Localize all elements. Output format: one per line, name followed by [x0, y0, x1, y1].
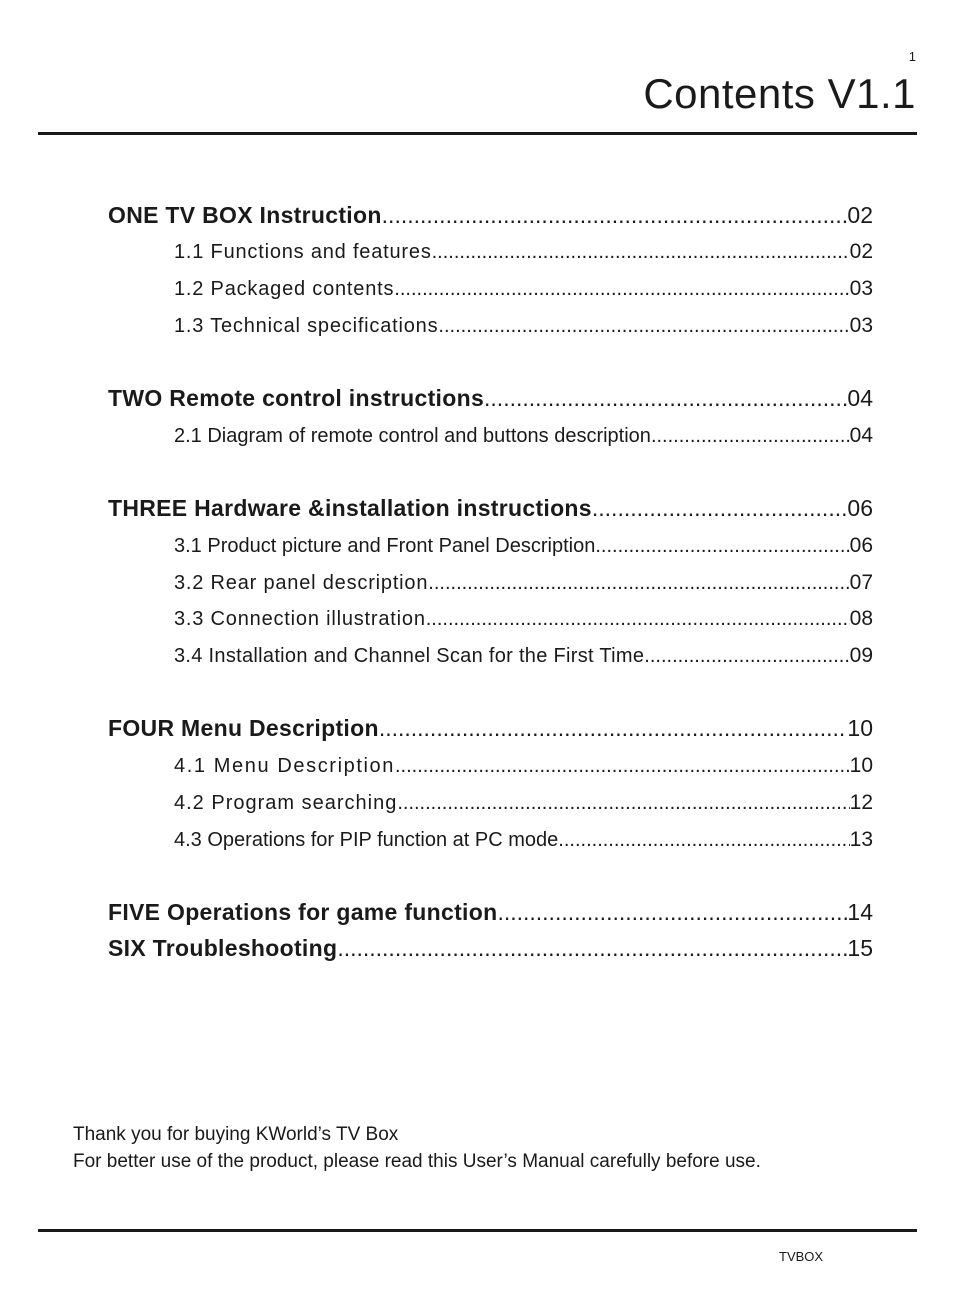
toc-entry-label: 4.3 Operations for PIP function at PC mode: [174, 829, 559, 851]
toc-entry-page: 10: [847, 715, 873, 741]
toc-entry-page: 06: [847, 495, 873, 521]
dot-leader: [651, 425, 850, 448]
toc-entry-page: 10: [849, 754, 873, 777]
dot-leader: [484, 385, 847, 412]
dot-leader: [426, 608, 850, 631]
toc-entry-page: 14: [847, 899, 873, 925]
dot-leader: [394, 278, 849, 301]
toc-entry-page: 03: [849, 277, 873, 300]
toc-entry-label: 1.2 Packaged contents: [174, 278, 395, 300]
toc-entry-page: 15: [847, 935, 873, 961]
toc-entry-label: 1.3 Technical specifications: [174, 315, 439, 337]
toc-entry-label: 4.1 Menu Description: [174, 755, 395, 777]
dot-leader: [497, 899, 847, 926]
toc-entry-label: 2.1 Diagram of remote control and buttons description: [174, 425, 651, 447]
toc-chapter-two[interactable]: [108, 385, 873, 412]
dot-leader: [337, 935, 847, 962]
footer-label: TVBOX: [779, 1249, 824, 1264]
page-number: 1: [908, 49, 916, 64]
toc-chapter-three[interactable]: [108, 495, 873, 522]
toc-section-4-3[interactable]: [174, 828, 873, 852]
toc-entry-page: 08: [849, 607, 873, 630]
dot-leader: [395, 755, 850, 778]
toc-entry-label: 3.4 Installation and Channel Scan for the First Time: [174, 645, 645, 667]
toc-entry-label: 1.1 Functions and features: [174, 241, 432, 263]
toc-entry-label: FIVE Operations for game function: [108, 899, 498, 925]
toc-chapter-six[interactable]: [108, 935, 873, 962]
toc-entry-page: 07: [849, 571, 873, 594]
toc-chapter-five[interactable]: [108, 899, 873, 926]
usage-note: For better use of the product, please read this User’s Manual carefully before use.: [73, 1151, 761, 1172]
toc-section-3-2[interactable]: [174, 571, 873, 595]
dot-leader: [382, 202, 848, 229]
toc-entry-page: 02: [847, 202, 873, 228]
thank-you-note: Thank you for buying KWorld’s TV Box: [73, 1124, 399, 1145]
toc-entry-page: 04: [849, 424, 873, 447]
toc-entry-label: 3.2 Rear panel description: [174, 572, 429, 594]
page-title: Contents V1.1: [643, 70, 916, 117]
toc-entry-page: 06: [849, 534, 873, 557]
toc-section-2-1[interactable]: [174, 424, 873, 448]
toc-section-1-2[interactable]: [174, 277, 873, 301]
toc-entry-page: 03: [849, 314, 873, 337]
toc-entry-label: 3.1 Product picture and Front Panel Description: [174, 535, 596, 557]
toc-chapter-four[interactable]: [108, 715, 873, 742]
toc-entry-page: 12: [849, 791, 873, 814]
toc-section-4-1[interactable]: [174, 754, 873, 778]
header-rule: [38, 132, 917, 135]
toc-entry-label: 4.2 Program searching: [174, 792, 398, 814]
toc-entry-label: ONE TV BOX Instruction: [108, 202, 382, 228]
dot-leader: [379, 715, 848, 742]
footer-rule: [38, 1229, 917, 1232]
toc-entry-label: FOUR Menu Description: [108, 715, 379, 741]
toc-entry-page: 02: [849, 240, 873, 263]
toc-entry-label: 3.3 Connection illustration: [174, 608, 426, 630]
dot-leader: [644, 645, 849, 668]
dot-leader: [592, 495, 848, 522]
toc-section-3-3[interactable]: [174, 607, 873, 631]
toc-chapter-one[interactable]: [108, 202, 873, 229]
toc-entry-label: SIX Troubleshooting: [108, 935, 338, 961]
toc-entry-page: 04: [847, 385, 873, 411]
toc-entry-page: 13: [849, 828, 873, 851]
toc-section-1-1[interactable]: [174, 240, 873, 264]
toc-entry-page: 09: [849, 644, 873, 667]
dot-leader: [595, 535, 849, 558]
toc-section-4-2[interactable]: [174, 791, 873, 815]
dot-leader: [428, 572, 849, 595]
toc-section-1-3[interactable]: [174, 314, 873, 338]
dot-leader: [558, 829, 849, 852]
dot-leader: [438, 315, 849, 338]
toc-section-3-1[interactable]: [174, 534, 873, 558]
toc-entry-label: TWO Remote control instructions: [108, 385, 485, 411]
dot-leader: [432, 241, 850, 264]
dot-leader: [397, 792, 849, 815]
toc-section-3-4[interactable]: [174, 644, 873, 668]
toc-entry-label: THREE Hardware &installation instructions: [108, 495, 592, 521]
